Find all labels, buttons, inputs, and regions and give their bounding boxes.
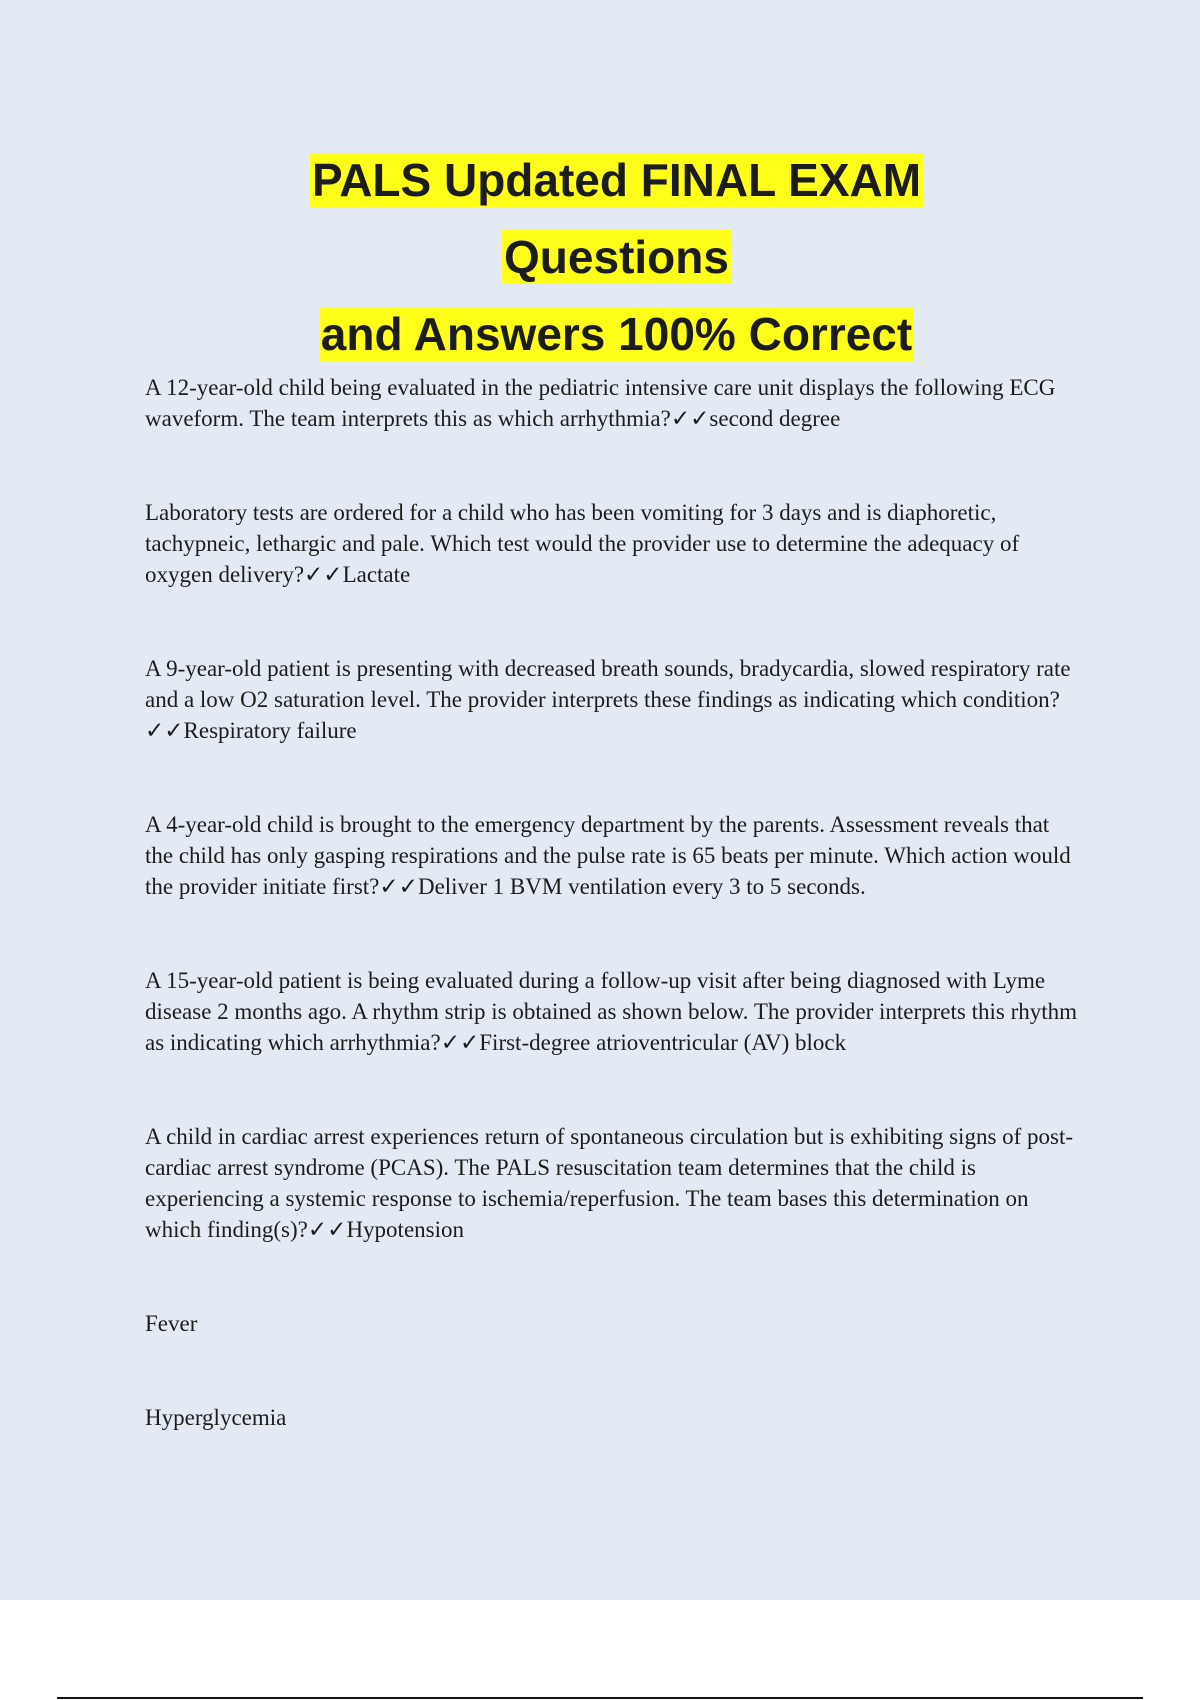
checkmark-icon: ✓✓ [307, 1217, 347, 1242]
question-text: A 15-year-old patient is being evaluated during a follow-up visit after being diagnosed with Lyme disease 2 months ago. A rhythm strip is obtained as shown below. The provider interprets this rhythm as indicating which arrhythmia? [145, 968, 1078, 1055]
question-text: A child in cardiac arrest experiences return of spontaneous circulation but is exhibiting signs of post-cardiac arrest syndrome (PCAS). The PALS resuscitation team determines that the child is experiencing a systemic response to ischemia/reperfusion. The team bases this determination on which finding(s)? [145, 1124, 1074, 1242]
question-item-6 [145, 1121, 1080, 1245]
title-line-1-text: PALS Updated FINAL EXAM [311, 154, 922, 206]
question-item-3 [145, 653, 1080, 746]
title-line-2-text: Questions [504, 231, 729, 283]
checkmark-icon: ✓✓ [145, 718, 184, 743]
additional-answer-1: Fever [145, 1311, 198, 1336]
document-title [0, 142, 1200, 373]
checkmark-icon: ✓✓ [304, 562, 343, 587]
question-item-5 [145, 965, 1080, 1058]
checkmark-icon: ✓✓ [379, 874, 418, 899]
footer-divider [57, 1697, 1143, 1699]
answer-text: First-degree atrioventricular (AV) block [479, 1030, 847, 1055]
question-item-1 [145, 372, 1080, 434]
question-text: A 9-year-old patient is presenting with decreased breath sounds, bradycardia, slowed respiratory rate and a low O2 saturation level. The provider interprets these findings as indicating which condition? [145, 656, 1071, 712]
answer-text: second degree [709, 406, 841, 431]
question-item-4 [145, 809, 1080, 902]
title-line-3-text: and Answers 100% Correct [320, 308, 913, 360]
question-list [145, 372, 1080, 1496]
question-text: A 12-year-old child being evaluated in the pediatric intensive care unit displays the following ECG waveform. The team interprets this as which arrhythmia? [145, 375, 1056, 431]
checkmark-icon: ✓✓ [670, 406, 710, 431]
question-item-2 [145, 497, 1080, 590]
question-text: A 4-year-old child is brought to the emergency department by the parents. Assessment reveals that the child has only gasping respirations and the pulse rate is 65 beats per minute. Which action would the provider initiate first? [145, 812, 1071, 899]
question-text: Laboratory tests are ordered for a child who has been vomiting for 3 days and is diaphoretic, tachypneic, lethargic and pale. Which test would the provider use to determine the adequacy of oxygen delivery? [145, 500, 1020, 587]
answer-text: Lactate [342, 562, 411, 587]
title-line-2 [0, 219, 1200, 296]
title-line-3 [0, 296, 1200, 373]
title-line-1 [0, 142, 1200, 219]
answer-text: Hypotension [346, 1217, 464, 1242]
checkmark-icon: ✓✓ [440, 1030, 480, 1055]
answer-text: Respiratory failure [183, 718, 357, 743]
additional-answer-2: Hyperglycemia [145, 1405, 287, 1430]
answer-text: Deliver 1 BVM ventilation every 3 to 5 seconds. [417, 874, 866, 899]
